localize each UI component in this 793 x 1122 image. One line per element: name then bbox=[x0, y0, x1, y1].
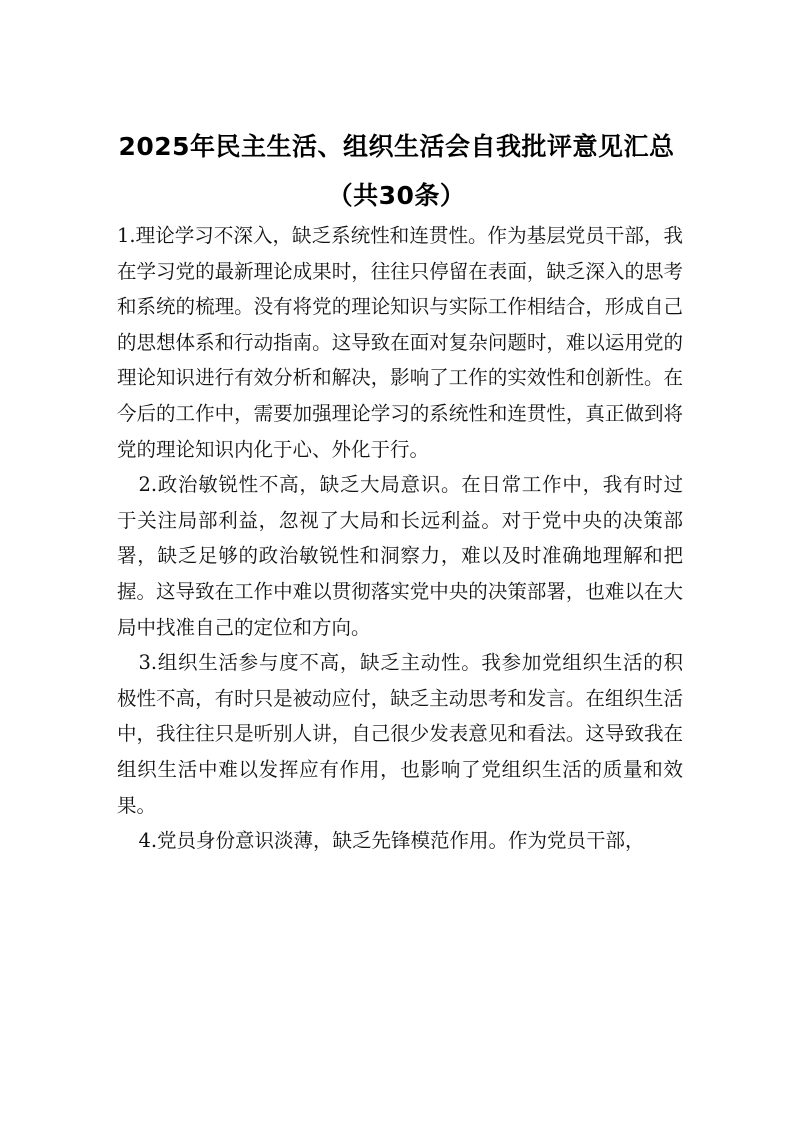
paragraph-1: 1.理论学习不深入，缺乏系统性和连贯性。作为基层党员干部，我在学习党的最新理论成果时，往往只停留在表面，缺乏深入的思考和系统的梳理。没有将党的理论知识与实际工作相结合，形成自己的思想体系和行动指南。这导致在面对复杂问题时，难以运用党的理论知识进行有效分析和解决，影响了工作的实效性和创新性。在今后的工作中，需要加强理论学习的系统性和连贯性，真正做到将党的理论知识内化于心、外化于行。 bbox=[117, 224, 683, 461]
paragraph-4: 4.党员身份意识淡薄，缺乏先锋模范作用。作为党员干部， bbox=[138, 829, 645, 853]
paragraph-3: 3.组织生活参与度不高，缺乏主动性。我参加党组织生活的积极性不高，有时只是被动应付，缺乏主动思考和发言。在组织生活中，我往往只是听别人讲，自己很少发表意见和看法。这导致我在组织生活中难以发挥应有作用，也影响了党组织生活的质量和效果。 bbox=[117, 651, 683, 817]
document-body bbox=[117, 218, 683, 859]
document-title: 2025年民主生活、组织生活会自我批评意见汇总（共30条） bbox=[118, 132, 675, 210]
paragraph-2: 2.政治敏锐性不高，缺乏大局意识。在日常工作中，我有时过于关注局部利益，忽视了大局和长远利益。对于党中央的决策部署，缺乏足够的政治敏锐性和洞察力，难以及时准确地理解和把握。这导致在工作中难以贯彻落实党中央的决策部署，也难以在大局中找准自己的定位和方向。 bbox=[117, 473, 683, 639]
